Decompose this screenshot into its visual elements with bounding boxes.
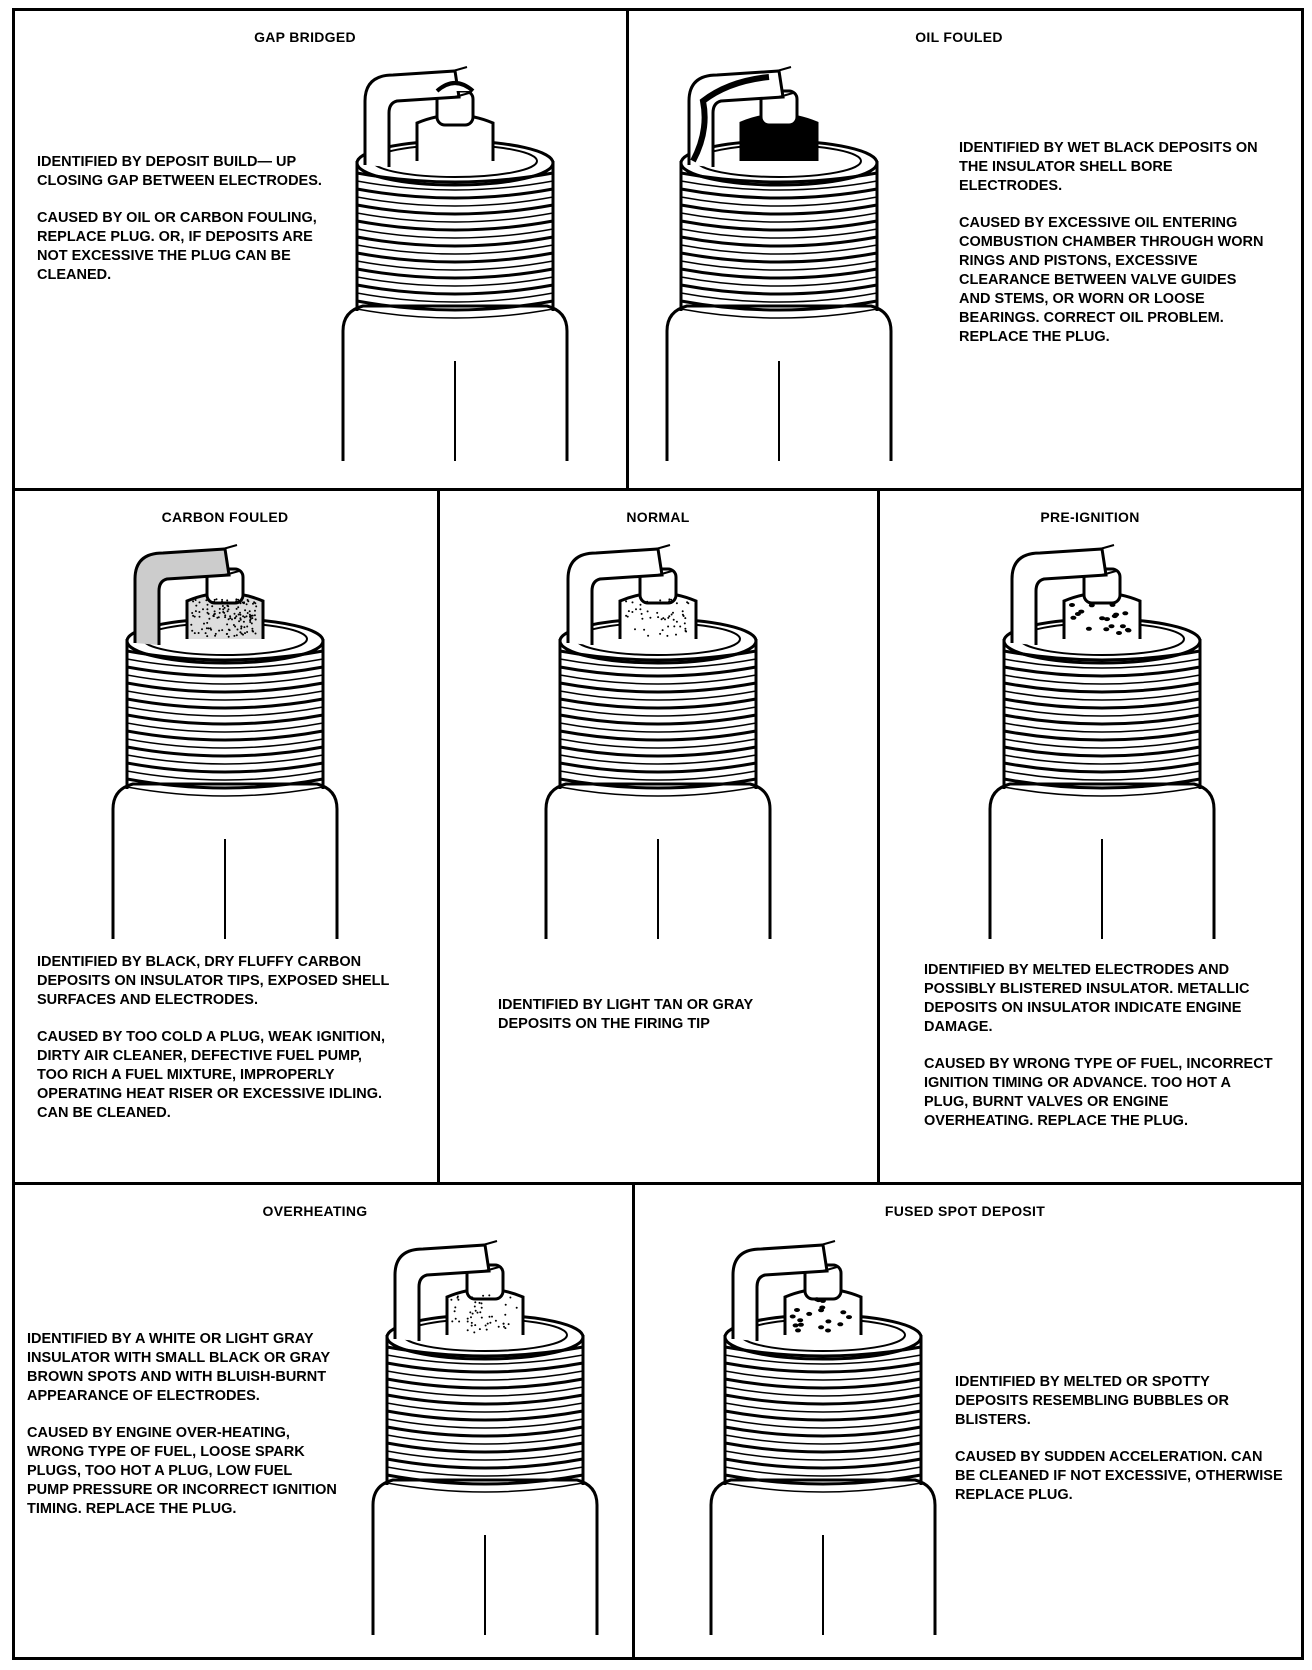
spark-plug-illustration bbox=[325, 61, 585, 461]
panel-pre-ignition bbox=[880, 491, 1301, 1185]
panel-title: FUSED SPOT DEPOSIT bbox=[884, 1203, 1046, 1219]
spark-plug-diagnosis-sheet bbox=[12, 8, 1304, 1660]
panel-description bbox=[924, 961, 1274, 1149]
panel-description bbox=[955, 1373, 1285, 1523]
caused-text: CAUSED BY ENGINE OVER-HEATING, WRONG TYPE OF FUEL, LOOSE SPARK PLUGS, TOO HOT A PLUG, LOW FUEL PUMP PRESSURE OR INCORRECT IGNITION TIMING. REPLACE THE PLUG. bbox=[27, 1425, 337, 1517]
panel-description bbox=[37, 153, 337, 303]
spark-plug-illustration bbox=[693, 1235, 953, 1635]
panel-description bbox=[959, 139, 1269, 365]
panel-fused-spot-deposit bbox=[635, 1185, 1301, 1657]
identified-text: IDENTIFIED BY WET BLACK DEPOSITS ON THE INSULATOR SHELL BORE ELECTRODES. bbox=[959, 140, 1258, 194]
panel-title: OIL FOULED bbox=[915, 29, 1003, 45]
identified-text: IDENTIFIED BY LIGHT TAN OR GRAY DEPOSITS ON THE FIRING TIP bbox=[498, 997, 753, 1032]
spark-plug-illustration bbox=[649, 61, 909, 461]
spark-plug-illustration bbox=[972, 539, 1232, 939]
panel-overheating bbox=[15, 1185, 635, 1657]
identified-text: IDENTIFIED BY MELTED OR SPOTTY DEPOSITS RESEMBLING BUBBLES OR BLISTERS. bbox=[955, 1374, 1229, 1428]
identified-text: IDENTIFIED BY DEPOSIT BUILD— UP CLOSING GAP BETWEEN ELECTRODES. bbox=[37, 154, 322, 189]
panel-title: CARBON FOULED bbox=[161, 509, 289, 525]
panel-title: GAP BRIDGED bbox=[254, 29, 356, 45]
panel-description bbox=[498, 996, 808, 1052]
panel-title: OVERHEATING bbox=[262, 1203, 368, 1219]
caused-text: CAUSED BY SUDDEN ACCELERATION. CAN BE CLEANED IF NOT EXCESSIVE, OTHERWISE REPLACE PLUG. bbox=[955, 1449, 1283, 1503]
panel-normal bbox=[440, 491, 880, 1185]
identified-text: IDENTIFIED BY A WHITE OR LIGHT GRAY INSULATOR WITH SMALL BLACK OR GRAY BROWN SPOTS AND WITH BLUISH-BURNT APPEARANCE OF ELECTRODES. bbox=[27, 1331, 330, 1404]
panel-oil-fouled bbox=[629, 11, 1301, 491]
caused-text: CAUSED BY WRONG TYPE OF FUEL, INCORRECT IGNITION TIMING OR ADVANCE. TOO HOT A PLUG, BURNT VALVES OR ENGINE OVERHEATING. REPLACE THE PLUG. bbox=[924, 1056, 1273, 1129]
spark-plug-illustration bbox=[355, 1235, 615, 1635]
panel-description bbox=[37, 953, 397, 1141]
identified-text: IDENTIFIED BY BLACK, DRY FLUFFY CARBON DEPOSITS ON INSULATOR TIPS, EXPOSED SHELL SURFACES AND ELECTRODES. bbox=[37, 954, 390, 1008]
caused-text: CAUSED BY EXCESSIVE OIL ENTERING COMBUSTION CHAMBER THROUGH WORN RINGS AND PISTONS, EXCESSIVE CLEARANCE BETWEEN VALVE GUIDES AND STEMS, OR WORN OR LOOSE BEARINGS. CORRECT OIL PROBLEM. REPLACE THE PLUG. bbox=[959, 215, 1264, 345]
panel-gap-bridged bbox=[15, 11, 629, 491]
spark-plug-illustration bbox=[95, 539, 355, 939]
panel-carbon-fouled bbox=[15, 491, 440, 1185]
panel-title: PRE-IGNITION bbox=[1040, 509, 1140, 525]
panel-description bbox=[27, 1330, 337, 1537]
identified-text: IDENTIFIED BY MELTED ELECTRODES AND POSSIBLY BLISTERED INSULATOR. METALLIC DEPOSITS ON INSULATOR INDICATE ENGINE DAMAGE. bbox=[924, 962, 1250, 1035]
caused-text: CAUSED BY OIL OR CARBON FOULING, REPLACE PLUG. OR, IF DEPOSITS ARE NOT EXCESSIVE THE PLUG CAN BE CLEANED. bbox=[37, 210, 317, 283]
panel-title: NORMAL bbox=[626, 509, 690, 525]
spark-plug-illustration bbox=[528, 539, 788, 939]
caused-text: CAUSED BY TOO COLD A PLUG, WEAK IGNITION, DIRTY AIR CLEANER, DEFECTIVE FUEL PUMP, TOO RICH A FUEL MIXTURE, IMPROPERLY OPERATING HEAT RISER OR EXCESSIVE IDLING. CAN BE CLEANED. bbox=[37, 1029, 386, 1121]
